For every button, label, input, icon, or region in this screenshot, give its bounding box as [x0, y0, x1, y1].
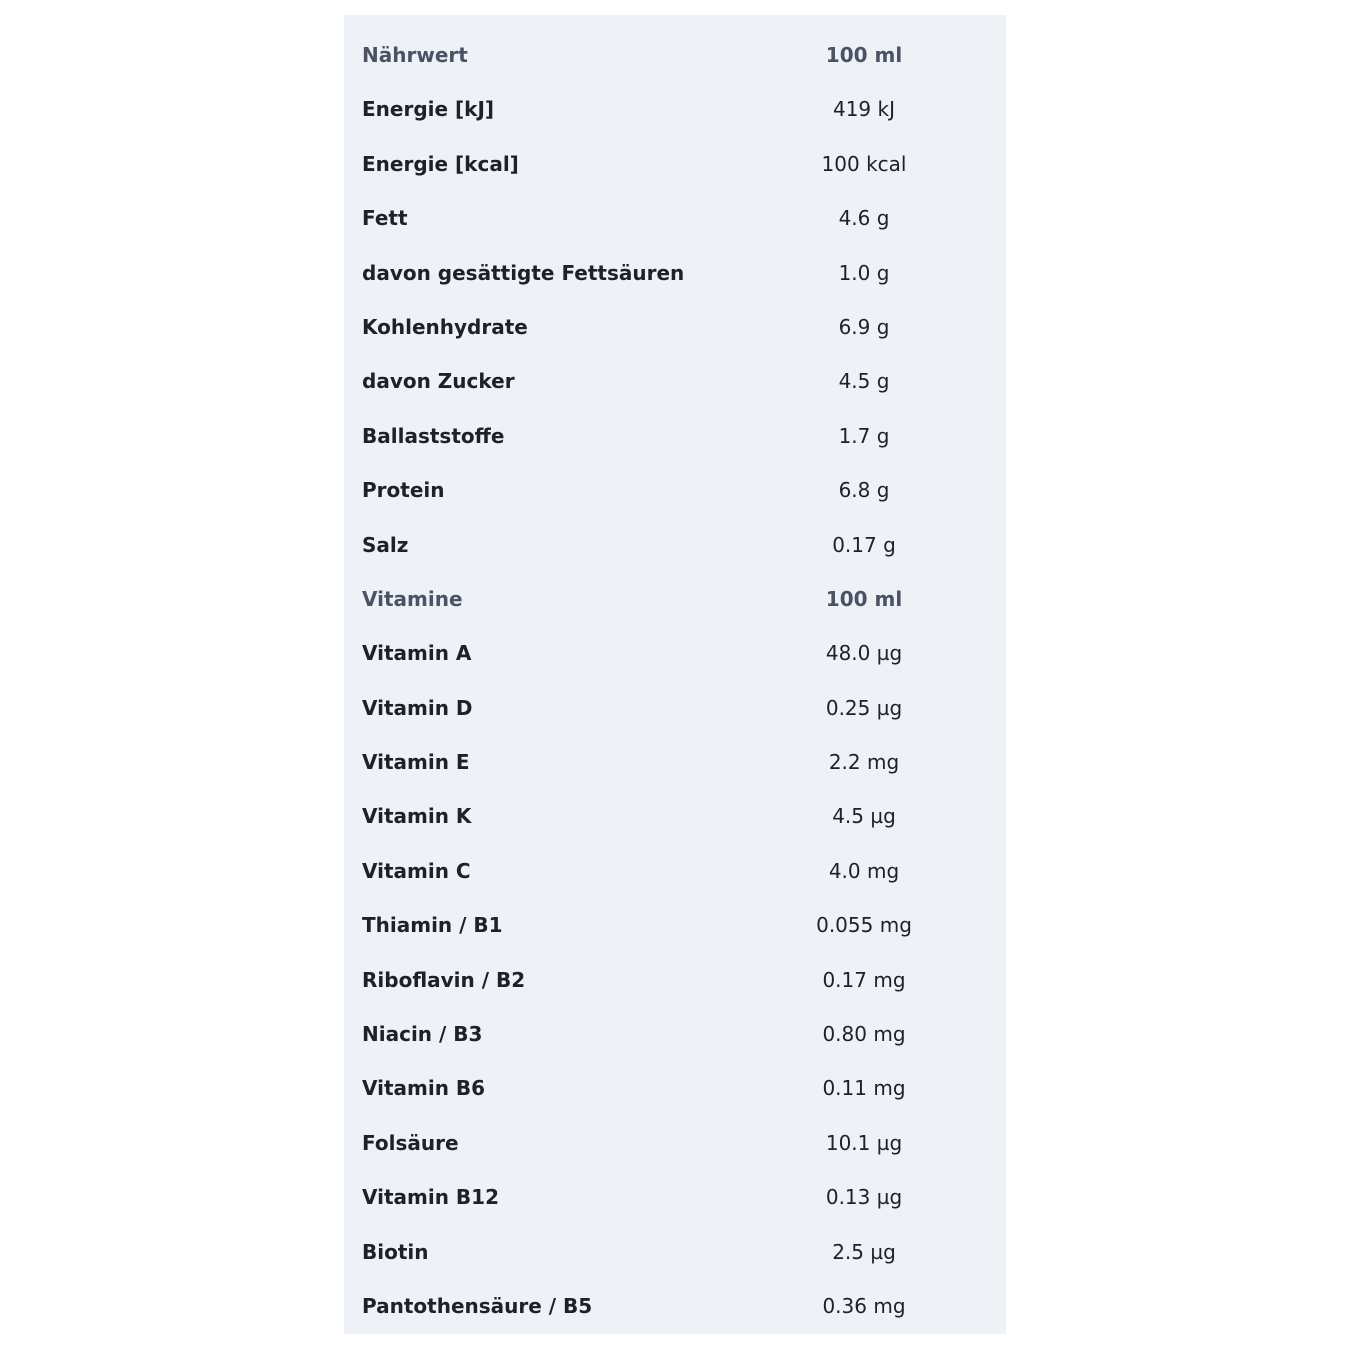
nutrient-label: Vitamin C — [362, 858, 471, 883]
nutrient-label: davon Zucker — [362, 369, 515, 394]
nutrient-value: 100 kcal — [821, 151, 907, 176]
nutrient-value: 6.9 g — [838, 314, 890, 339]
nutrient-value: 1.7 g — [838, 423, 890, 448]
nutrient-value: 48.0 µg — [825, 641, 903, 666]
nutrient-label: Vitamin A — [362, 641, 472, 666]
table-row — [344, 463, 1006, 517]
nutrient-label: Pantothensäure / B5 — [362, 1293, 593, 1318]
nutrient-value: 2.2 mg — [828, 750, 900, 775]
table-row — [344, 844, 1006, 898]
nutrition-table — [344, 28, 1006, 1333]
table-row — [344, 191, 1006, 245]
nutrient-label: Energie [kcal] — [362, 151, 519, 176]
nutrient-label: Protein — [362, 478, 445, 503]
nutrient-label: Biotin — [362, 1239, 429, 1264]
table-row — [344, 1170, 1006, 1224]
section-header-unit: 100 ml — [825, 586, 903, 611]
table-row — [344, 409, 1006, 463]
nutrient-value: 0.13 µg — [825, 1185, 903, 1210]
table-row — [344, 246, 1006, 300]
table-row — [344, 300, 1006, 354]
nutrient-value: 1.0 g — [838, 260, 890, 285]
nutrient-label: Fett — [362, 206, 408, 231]
table-row — [344, 354, 1006, 408]
nutrient-label: Ballaststoffe — [362, 423, 505, 448]
nutrient-value: 2.5 µg — [832, 1239, 896, 1264]
nutrient-value: 0.055 mg — [816, 913, 912, 938]
nutrient-value: 4.5 g — [838, 369, 890, 394]
table-row — [344, 1116, 1006, 1170]
section-header-label: Vitamine — [362, 586, 463, 611]
nutrient-value: 0.25 µg — [825, 695, 903, 720]
nutrient-label: Energie [kJ] — [362, 97, 495, 122]
table-row — [344, 898, 1006, 952]
nutrient-value: 0.36 mg — [822, 1293, 906, 1318]
nutrient-value: 0.11 mg — [822, 1076, 906, 1101]
nutrient-label: Kohlenhydrate — [362, 314, 528, 339]
nutrient-value: 4.6 g — [838, 206, 890, 231]
nutrient-label: Thiamin / B1 — [362, 913, 503, 938]
nutrient-value: 4.5 µg — [832, 804, 896, 829]
nutrient-value: 0.17 mg — [822, 967, 906, 992]
nutrient-label: Folsäure — [362, 1130, 459, 1155]
nutrient-label: davon gesättigte Fettsäuren — [362, 260, 685, 285]
nutrient-label: Niacin / B3 — [362, 1022, 483, 1047]
table-row — [344, 626, 1006, 680]
table-row — [344, 82, 1006, 136]
nutrient-label: Vitamin E — [362, 750, 470, 775]
table-row — [344, 953, 1006, 1007]
table-row — [344, 681, 1006, 735]
table-row — [344, 1007, 1006, 1061]
nutrient-label: Vitamin D — [362, 695, 473, 720]
table-row — [344, 137, 1006, 191]
table-section-header — [344, 572, 1006, 626]
table-row — [344, 1225, 1006, 1279]
table-row — [344, 789, 1006, 843]
nutrient-label: Vitamin B12 — [362, 1185, 500, 1210]
table-section-header — [344, 28, 1006, 82]
nutrient-value: 10.1 µg — [825, 1130, 903, 1155]
nutrient-label: Riboflavin / B2 — [362, 967, 526, 992]
section-header-label: Nährwert — [362, 43, 468, 67]
table-row — [344, 735, 1006, 789]
nutrient-value: 6.8 g — [838, 478, 890, 503]
nutrient-label: Salz — [362, 532, 409, 557]
nutrient-value: 0.80 mg — [822, 1022, 906, 1047]
section-header-unit: 100 ml — [825, 43, 903, 67]
nutrient-label: Vitamin K — [362, 804, 472, 829]
nutrient-label: Vitamin B6 — [362, 1076, 486, 1101]
nutrient-value: 4.0 mg — [828, 858, 900, 883]
table-row — [344, 1061, 1006, 1115]
nutrient-value: 419 kJ — [832, 97, 895, 122]
table-row — [344, 518, 1006, 572]
nutrition-table-panel — [344, 15, 1006, 1334]
nutrient-value: 0.17 g — [832, 532, 896, 557]
table-row — [344, 1279, 1006, 1333]
